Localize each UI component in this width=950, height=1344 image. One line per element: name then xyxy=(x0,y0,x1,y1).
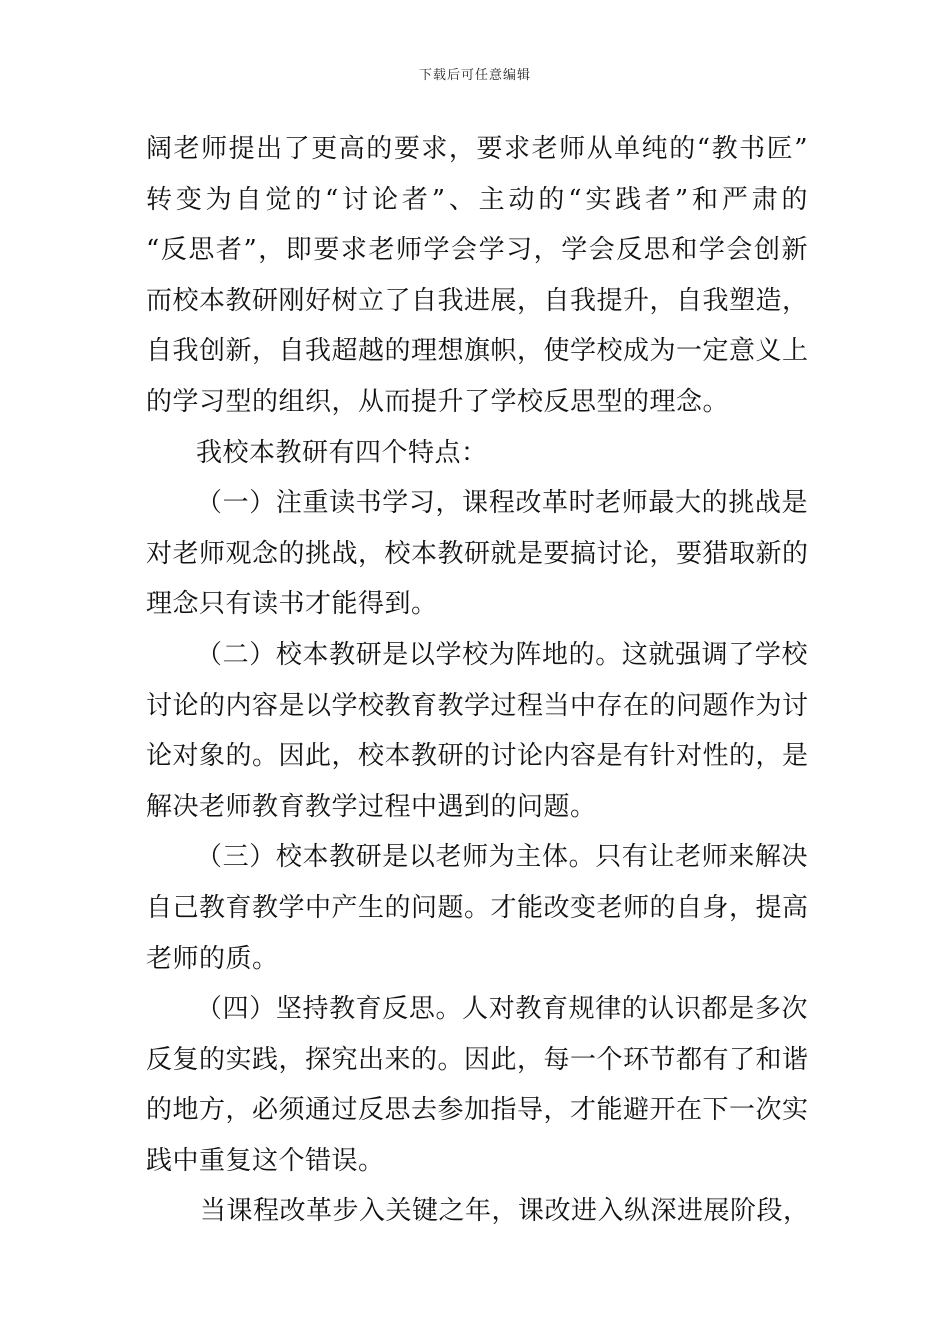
text-line: 自己教育教学中产生的问题。才能改变老师的自身，提高 xyxy=(146,892,809,923)
text-line: 的学习型的组织，从而提升了学校反思型的理念。 xyxy=(146,386,730,417)
text-line: 践中重复这个错误。 xyxy=(146,1145,385,1176)
text-line: “反思者”，即要求老师学会学习，学会反思和学会创新 xyxy=(146,235,808,266)
text-line: （一）注重读书学习，课程改革时老师最大的挑战是 xyxy=(196,488,808,519)
text-line: （二）校本教研是以学校为阵地的。这就强调了学校 xyxy=(196,639,808,670)
text-line: 我校本教研有四个特点： xyxy=(196,437,488,468)
text-line: 的地方，必须通过反思去参加指导，才能避开在下一次实 xyxy=(146,1095,809,1126)
text-line: 对老师观念的挑战，校本教研就是要搞讨论，要猎取新的 xyxy=(146,538,809,569)
text-line: （四）坚持教育反思。人对教育规律的认识都是多次 xyxy=(196,994,808,1025)
text-line: 阔老师提出了更高的要求，要求老师从单纯的“教书匠” xyxy=(146,134,808,164)
text-line: （三）校本教研是以老师为主体。只有让老师来解决 xyxy=(196,842,808,873)
text-line: 论对象的。因此，校本教研的讨论内容是有针对性的，是 xyxy=(146,741,809,772)
text-line: 当课程改革步入关键之年，课改进入纵深进展阶段， xyxy=(200,1196,810,1227)
text-line: 理念只有读书才能得到。 xyxy=(146,589,438,620)
text-line: 而校本教研刚好树立了自我进展，自我提升，自我塑造， xyxy=(146,285,809,316)
document-body xyxy=(146,124,808,1237)
text-line: 解决老师教育教学过程中遇到的问题。 xyxy=(146,791,597,822)
text-line: 转变为自觉的“讨论者”、主动的“实践者”和严肃的 xyxy=(146,184,808,215)
text-line: 反复的实践，探究出来的。因此，每一个环节都有了和谐 xyxy=(146,1044,809,1075)
text-line: 老师的质。 xyxy=(146,943,279,974)
page-header: 下载后可任意编辑 xyxy=(418,68,531,83)
text-line: 讨论的内容是以学校教育教学过程当中存在的问题作为讨 xyxy=(146,690,809,721)
text-line: 自我创新，自我超越的理想旗帜，使学校成为一定意义上 xyxy=(146,336,809,367)
